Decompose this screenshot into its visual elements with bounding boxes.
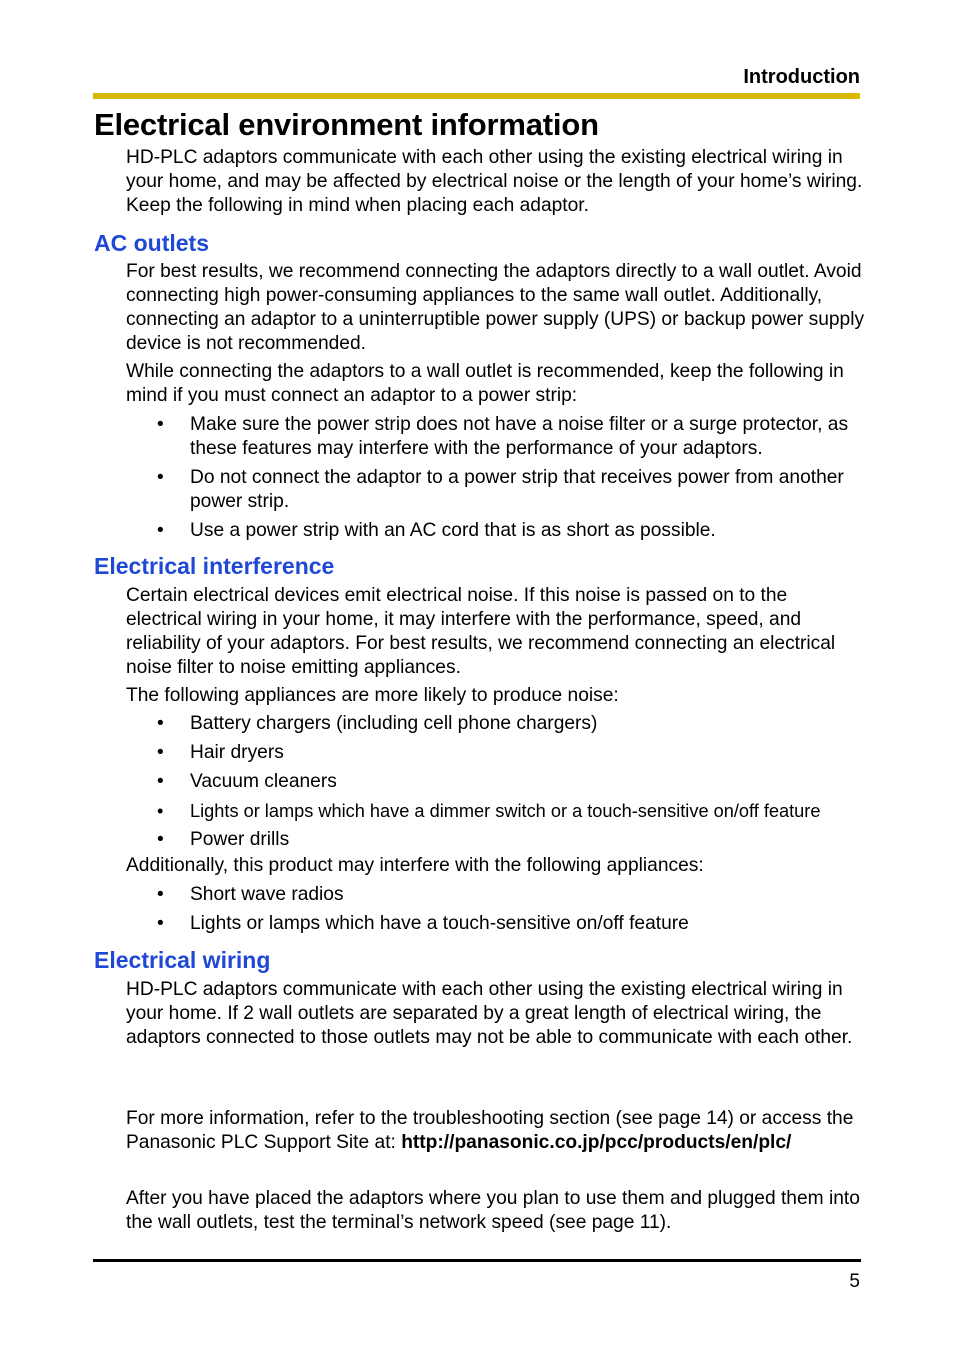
list-item: • Use a power strip with an AC cord that is as short as possible. bbox=[157, 520, 716, 541]
bullet-icon: • bbox=[157, 913, 164, 934]
heading-electrical-interference: Electrical interference bbox=[94, 553, 335, 579]
bullet-icon: • bbox=[157, 884, 164, 905]
footer-rule bbox=[93, 1259, 861, 1262]
more-info-paragraph: For more information, refer to the troubleshooting section (see page 14) or access the Panasonic PLC Support Site at: http://panasonic.co.jp/pcc/products/en/plc/ bbox=[126, 1108, 854, 1153]
list-item: • Battery chargers (including cell phone chargers) bbox=[157, 713, 598, 734]
ac-outlets-paragraph-2: While connecting the adaptors to a wall outlet is recommended, keep the following in mind if you must connect an adaptor to a power strip: bbox=[126, 361, 844, 406]
bullet-icon: • bbox=[157, 829, 164, 850]
list-item: • Do not connect the adaptor to a power strip that receives power from another power strip. bbox=[157, 467, 844, 512]
closing-paragraph: After you have placed the adaptors where you plan to use them and plugged them into the wall outlets, test the terminal’s network speed (see page 11). bbox=[126, 1188, 860, 1233]
page-title: Electrical environment information bbox=[94, 107, 599, 142]
bullet-icon: • bbox=[157, 742, 164, 763]
noise-appliances-list bbox=[126, 712, 866, 852]
section-label: Introduction bbox=[743, 66, 860, 88]
heading-ac-outlets: AC outlets bbox=[94, 230, 209, 256]
interference-paragraph-2: The following appliances are more likely to produce noise: bbox=[126, 685, 619, 706]
list-item: • Lights or lamps which have a dimmer switch or a touch-sensitive on/off feature bbox=[157, 801, 821, 821]
header-rule bbox=[93, 93, 860, 99]
list-item: • Lights or lamps which have a touch-sensitive on/off feature bbox=[157, 913, 689, 934]
list-item: • Short wave radios bbox=[157, 884, 344, 905]
intro-paragraph: HD-PLC adaptors communicate with each other using the existing electrical wiring in your home, and may be affected by electrical noise or the length of your home’s wiring. Keep the following in mind when placing each adaptor. bbox=[126, 147, 863, 216]
bullet-icon: • bbox=[157, 414, 164, 435]
list-item: • Make sure the power strip does not have a noise filter or a surge protector, as these features may interfere with the performance of your adaptors. bbox=[157, 414, 849, 459]
ac-outlets-paragraph-1: For best results, we recommend connecting the adaptors directly to a wall outlet. Avoid connecting high power-consuming appliances to the same wall outlet. Additionally, connecting an adaptor to a uninterruptible power supply (UPS) or backup power supply device is not recommended. bbox=[126, 261, 865, 354]
heading-electrical-wiring: Electrical wiring bbox=[94, 947, 271, 973]
bullet-icon: • bbox=[157, 771, 164, 792]
bullet-icon: • bbox=[157, 467, 164, 488]
bullet-icon: • bbox=[157, 801, 164, 821]
bullet-icon: • bbox=[157, 713, 164, 734]
power-strip-list bbox=[126, 413, 866, 543]
interference-paragraph-1: Certain electrical devices emit electrical noise. If this noise is passed on to the electrical wiring in your home, it may interfere with the performance, speed, and reliability of your adaptors. For best results, we recommend connecting an electrical noise filter to noise emitting appliances. bbox=[126, 585, 836, 678]
affected-appliances-list bbox=[126, 883, 866, 936]
list-item: • Vacuum cleaners bbox=[157, 771, 337, 792]
support-site-link[interactable]: http://panasonic.co.jp/pcc/products/en/plc/ bbox=[401, 1132, 792, 1153]
wiring-paragraph: HD-PLC adaptors communicate with each other using the existing electrical wiring in your home. If 2 wall outlets are separated by a great length of electrical wiring, the adaptors connected to those outlets may not be able to communicate with each other. bbox=[126, 979, 853, 1048]
list-item: • Power drills bbox=[157, 829, 290, 850]
page-number: 5 bbox=[849, 1271, 860, 1292]
interference-paragraph-3: Additionally, this product may interfere with the following appliances: bbox=[126, 855, 704, 876]
list-item: • Hair dryers bbox=[157, 742, 284, 763]
bullet-icon: • bbox=[157, 520, 164, 541]
